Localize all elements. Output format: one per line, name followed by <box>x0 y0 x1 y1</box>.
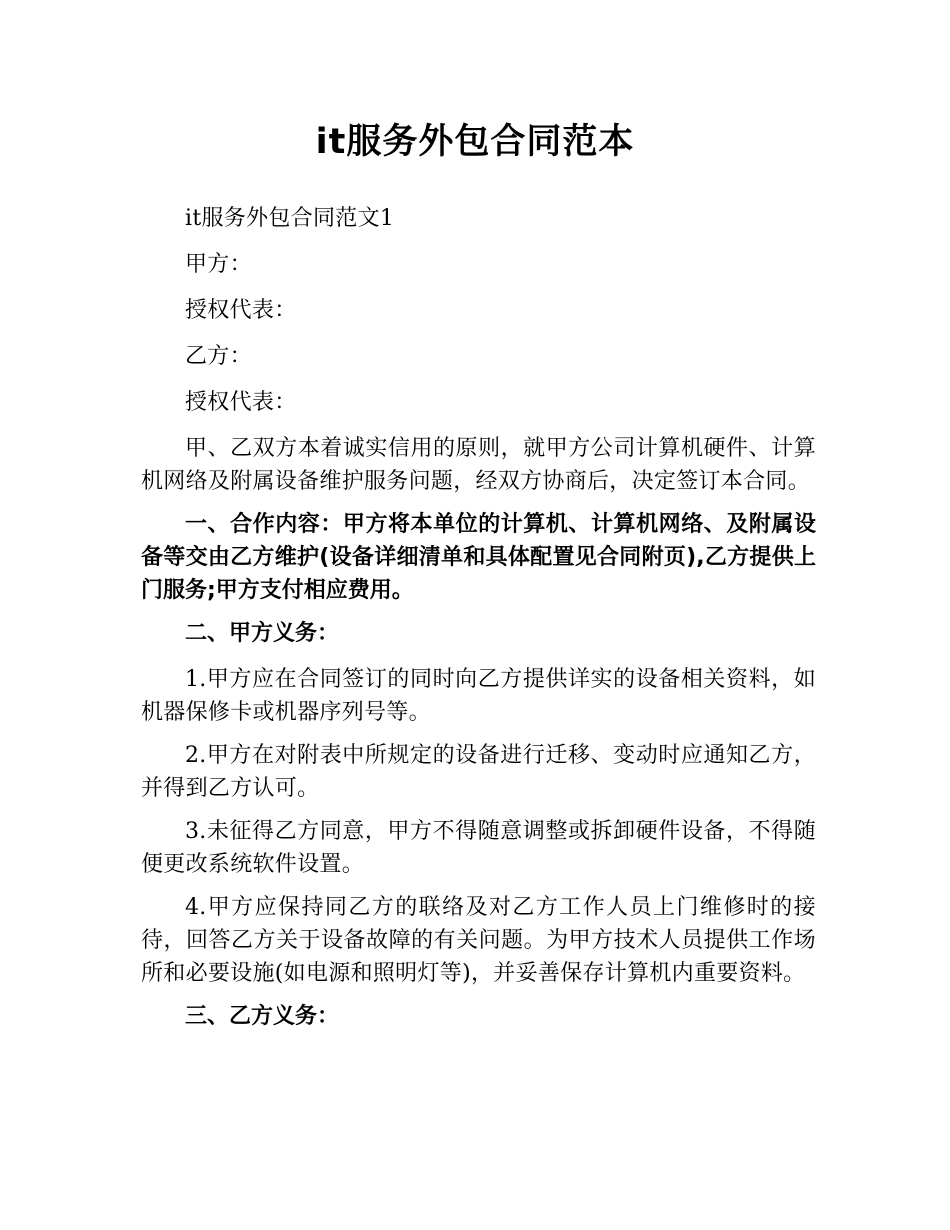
section-heading-party-a-obligations: 二、甲方义务： <box>185 621 340 646</box>
party-b-field: 乙方： <box>185 344 252 369</box>
clause-paragraph: 3.未征得乙方同意，甲方不得随意调整或拆卸硬件设备，不得随便更改系统软件设置。 <box>141 819 816 877</box>
party-a-field: 甲方： <box>185 252 252 277</box>
section-heading-cooperation: 一、合作内容：甲方将本单位的计算机、计算机网络、及附属设备等交由乙方维护(设备详细清单和具体配置见合同附页),乙方提供上门服务;甲方支付相应费用。 <box>141 512 816 603</box>
clause-paragraph: 1.甲方应在合同签订的同时向乙方提供详实的设备相关资料，如机器保修卡或机器序列号等。 <box>141 667 816 725</box>
party-b-representative-field: 授权代表： <box>185 390 297 415</box>
preamble-paragraph: 甲、乙双方本着诚实信用的原则，就甲方公司计算机硬件、计算机网络及附属设备维护服务问题，经双方协商后，决定签订本合同。 <box>141 436 816 494</box>
party-a-representative-field: 授权代表： <box>185 298 297 323</box>
clause-paragraph: 2.甲方在对附表中所规定的设备进行迁移、变动时应通知乙方，并得到乙方认可。 <box>141 743 816 801</box>
document-body <box>141 202 816 1046</box>
clause-paragraph: 4.甲方应保持同乙方的联络及对乙方工作人员上门维修时的接待，回答乙方关于设备故障的有关问题。为甲方技术人员提供工作场所和必要设施(如电源和照明灯等)，并妥善保存计算机内重要资料。 <box>141 895 816 986</box>
document-title: it服务外包合同范本 <box>315 122 635 162</box>
subtitle-paragraph: it服务外包合同范文1 <box>185 206 395 231</box>
section-heading-party-b-obligations: 三、乙方义务： <box>185 1004 340 1029</box>
